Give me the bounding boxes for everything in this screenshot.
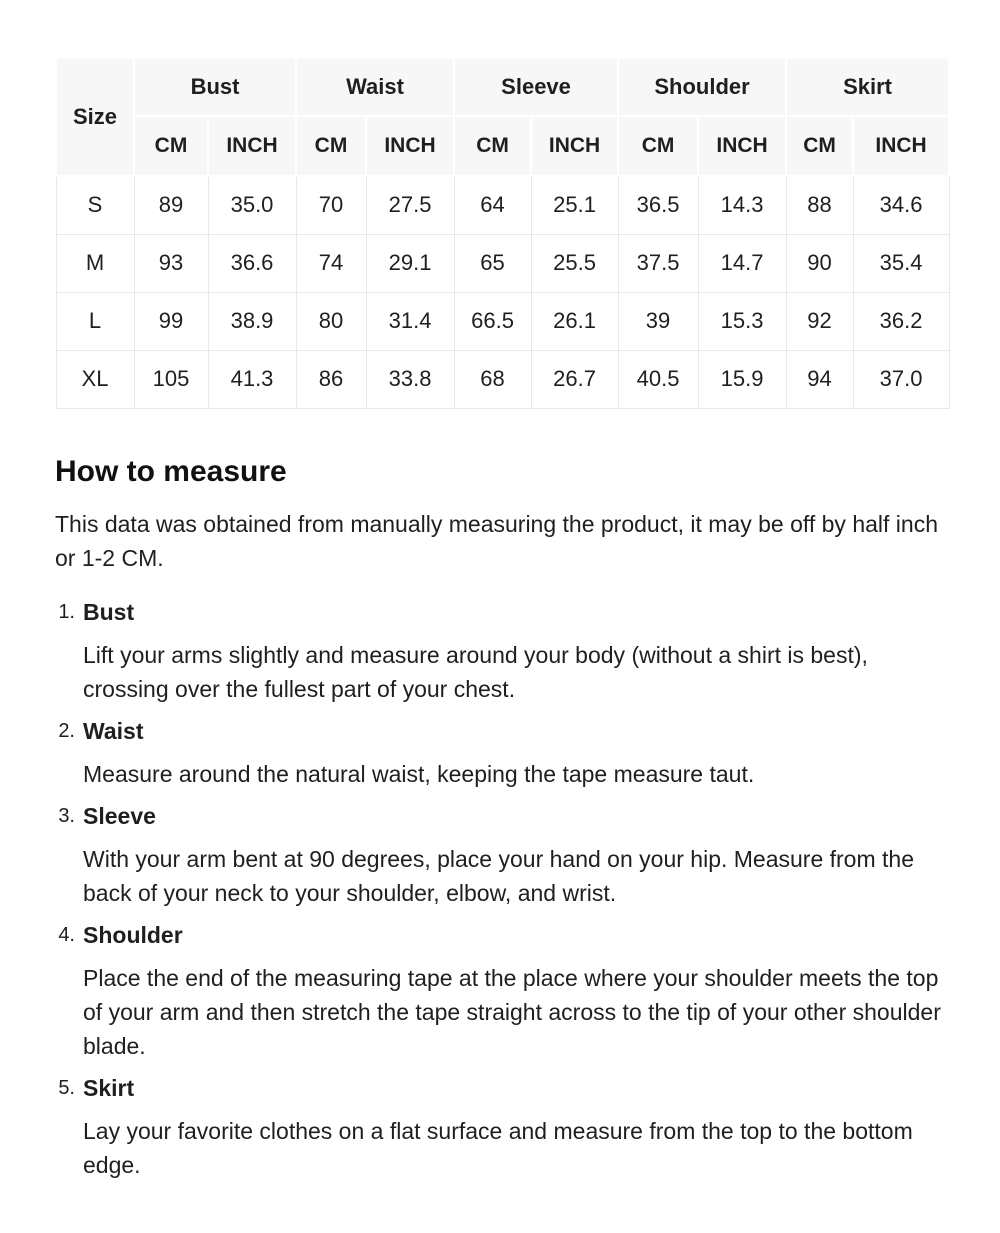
measurement-cell: 37.0 — [853, 350, 949, 408]
measurement-cell: 68 — [454, 350, 531, 408]
step-description: Place the end of the measuring tape at the place where your shoulder meets the top of your arm and then stretch the tape straight across to the tip of your other shoulder blade. — [83, 964, 941, 1059]
step-term: Skirt — [83, 1074, 135, 1101]
measurement-cell: 26.7 — [531, 350, 618, 408]
measurement-cell: 41.3 — [208, 350, 296, 408]
measurement-cell: 37.5 — [618, 234, 698, 292]
measurement-cell: 35.4 — [853, 234, 949, 292]
measurement-cell: 25.5 — [531, 234, 618, 292]
header-unit-cm: CM — [134, 116, 208, 176]
size-row-m — [56, 234, 949, 292]
header-group-bust: Bust — [134, 58, 296, 116]
step-term: Bust — [83, 598, 135, 625]
measurement-cell: 65 — [454, 234, 531, 292]
step-number: 2. — [58, 719, 75, 742]
measure-step-waist — [55, 716, 948, 791]
step-number: 4. — [58, 923, 75, 946]
measurement-cell: 74 — [296, 234, 366, 292]
measurement-cell: 35.0 — [208, 176, 296, 234]
measurement-cell: 14.7 — [698, 234, 786, 292]
measurement-cell: 29.1 — [366, 234, 454, 292]
size-row-l — [56, 292, 949, 350]
header-unit-cm: CM — [454, 116, 531, 176]
step-description: Lift your arms slightly and measure around your body (without a shirt is best), crossing over the fullest part of your chest. — [83, 641, 868, 702]
size-label-cell: L — [56, 292, 134, 350]
header-size: Size — [56, 58, 134, 176]
size-label-cell: S — [56, 176, 134, 234]
size-label-cell: M — [56, 234, 134, 292]
measurement-cell: 14.3 — [698, 176, 786, 234]
how-to-measure-title: How to measure — [55, 454, 287, 488]
header-unit-cm: CM — [296, 116, 366, 176]
measurement-cell: 34.6 — [853, 176, 949, 234]
measurement-cell: 66.5 — [454, 292, 531, 350]
measurement-cell: 36.6 — [208, 234, 296, 292]
step-term: Waist — [83, 717, 144, 744]
measurement-cell: 36.5 — [618, 176, 698, 234]
step-number: 3. — [58, 804, 75, 827]
header-unit-inch: INCH — [531, 116, 618, 176]
step-description: Lay your favorite clothes on a flat surface and measure from the top to the bottom edge. — [83, 1117, 913, 1178]
size-row-s — [56, 176, 949, 234]
measurement-cell: 36.2 — [853, 292, 949, 350]
step-term: Shoulder — [83, 921, 183, 948]
measurement-cell: 26.1 — [531, 292, 618, 350]
measurement-cell: 15.3 — [698, 292, 786, 350]
measure-step-skirt — [55, 1073, 948, 1182]
measurement-cell: 33.8 — [366, 350, 454, 408]
step-number: 1. — [58, 600, 75, 623]
measurement-cell: 31.4 — [366, 292, 454, 350]
measurement-cell: 89 — [134, 176, 208, 234]
header-unit-inch: INCH — [208, 116, 296, 176]
size-chart-header — [56, 58, 949, 176]
measurement-cell: 105 — [134, 350, 208, 408]
measure-step-bust — [55, 597, 948, 706]
size-row-xl — [56, 350, 949, 408]
header-group-waist: Waist — [296, 58, 454, 116]
measurement-cell: 39 — [618, 292, 698, 350]
header-group-skirt: Skirt — [786, 58, 949, 116]
step-term: Sleeve — [83, 802, 156, 829]
measurement-cell: 64 — [454, 176, 531, 234]
step-number: 5. — [58, 1076, 75, 1099]
measure-intro-text: This data was obtained from manually measuring the product, it may be off by half inch or 1-2 CM. — [55, 510, 938, 571]
size-chart-body — [56, 176, 949, 408]
header-group-sleeve: Sleeve — [454, 58, 618, 116]
header-group-shoulder: Shoulder — [618, 58, 786, 116]
measurement-cell: 15.9 — [698, 350, 786, 408]
measurement-cell: 70 — [296, 176, 366, 234]
size-label-cell: XL — [56, 350, 134, 408]
measurement-cell: 38.9 — [208, 292, 296, 350]
measure-step-shoulder — [55, 920, 948, 1063]
measure-step-sleeve — [55, 801, 948, 910]
header-unit-inch: INCH — [366, 116, 454, 176]
unit-header-row — [56, 116, 949, 176]
measurement-cell: 80 — [296, 292, 366, 350]
group-header-row — [56, 58, 949, 116]
measurement-cell: 92 — [786, 292, 853, 350]
measurement-cell: 88 — [786, 176, 853, 234]
measurement-cell: 25.1 — [531, 176, 618, 234]
header-unit-cm: CM — [618, 116, 698, 176]
step-description: Measure around the natural waist, keeping the tape measure taut. — [83, 760, 755, 787]
size-chart-table — [55, 57, 950, 409]
step-description: With your arm bent at 90 degrees, place your hand on your hip. Measure from the back of your neck to your shoulder, elbow, and wrist. — [83, 845, 914, 906]
header-unit-inch: INCH — [853, 116, 949, 176]
header-unit-inch: INCH — [698, 116, 786, 176]
measure-steps-list — [55, 597, 948, 1182]
measurement-cell: 99 — [134, 292, 208, 350]
measurement-cell: 94 — [786, 350, 853, 408]
header-unit-cm: CM — [786, 116, 853, 176]
measurement-cell: 27.5 — [366, 176, 454, 234]
measurement-cell: 86 — [296, 350, 366, 408]
measurement-cell: 40.5 — [618, 350, 698, 408]
measurement-cell: 93 — [134, 234, 208, 292]
measurement-cell: 90 — [786, 234, 853, 292]
